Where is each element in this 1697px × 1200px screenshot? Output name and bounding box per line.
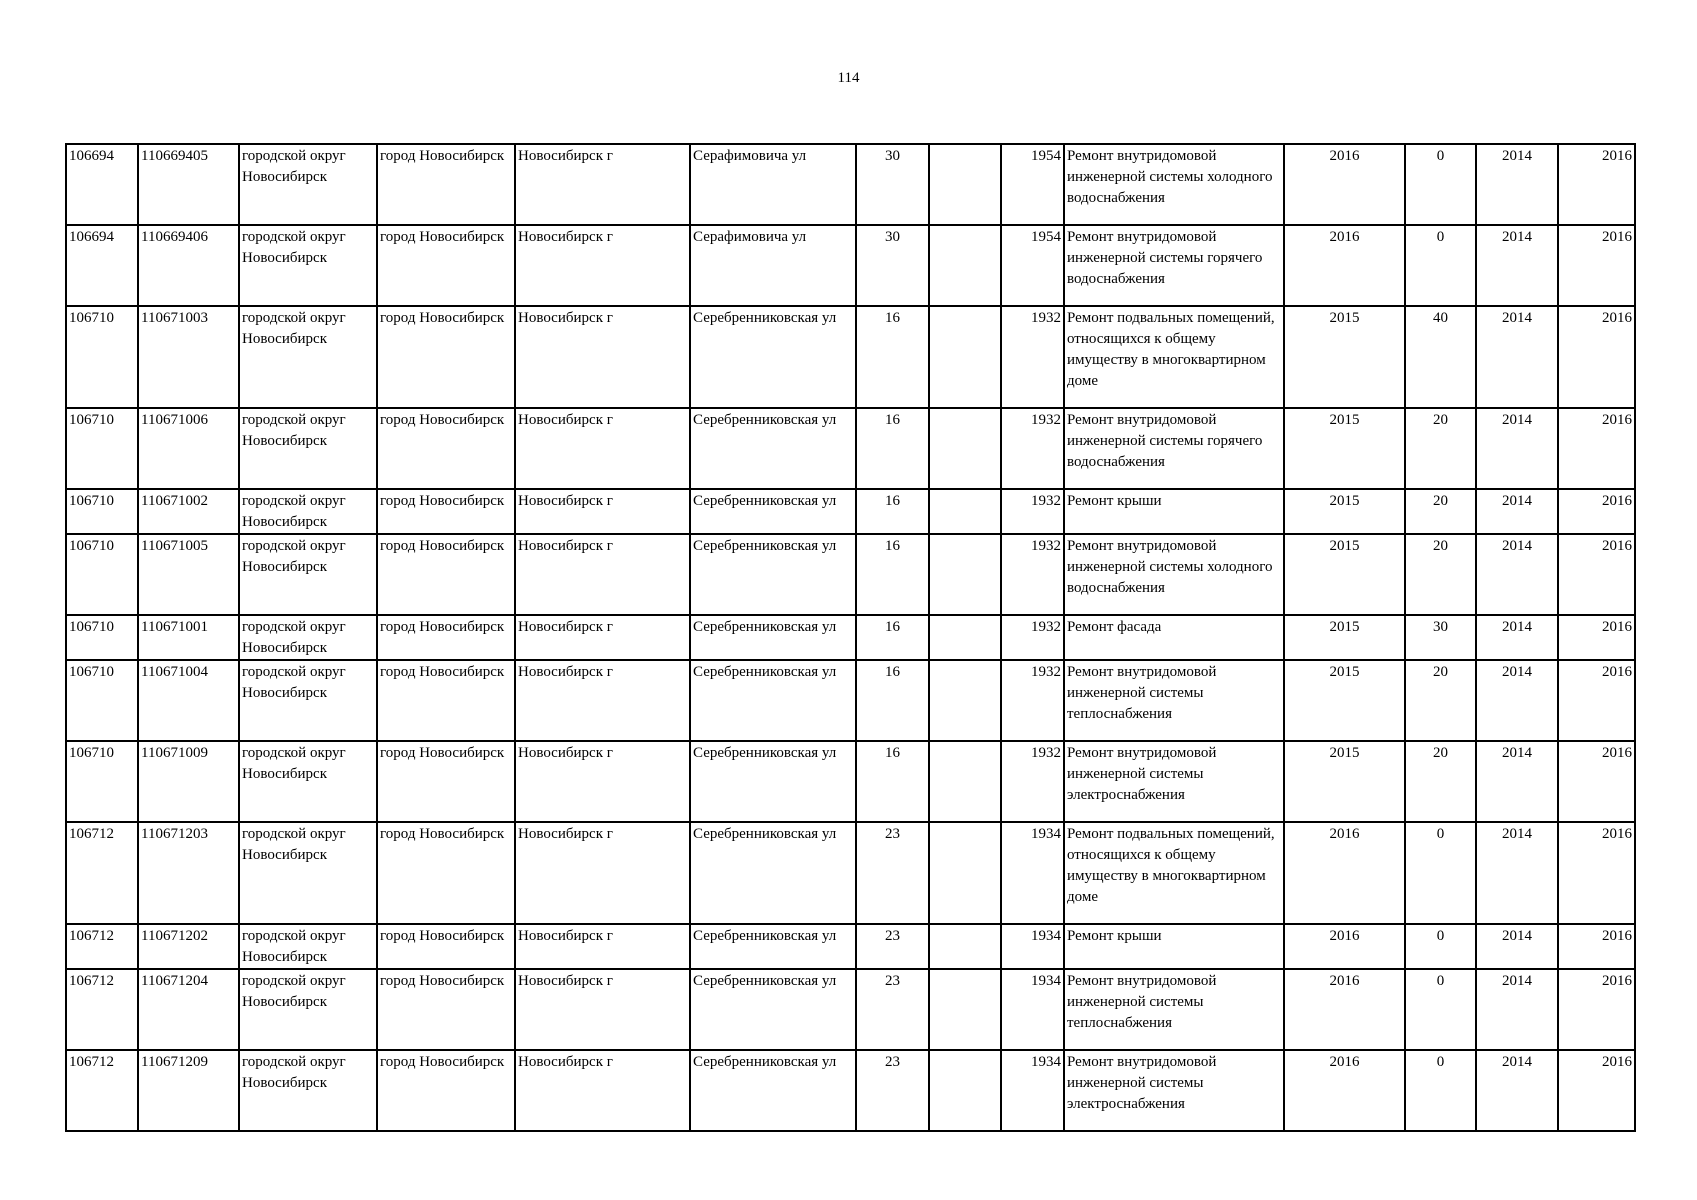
house-id-cell: 106710 [66,534,138,615]
planned-year-cell: 2015 [1284,615,1405,660]
planned-year-cell: 2015 [1284,534,1405,615]
work-id-cell: 110671202 [138,924,239,969]
house-id-cell: 106694 [66,225,138,306]
building-cell [929,741,1001,822]
locality-cell: Новосибирск г [515,534,690,615]
municipal-district-cell: городской округ Новосибирск [239,225,377,306]
house-id-cell: 106712 [66,924,138,969]
construction-year-cell: 1932 [1001,306,1064,408]
construction-year-cell: 1932 [1001,660,1064,741]
house-number-cell: 16 [856,534,929,615]
locality-cell: Новосибирск г [515,741,690,822]
planned-year-cell: 2016 [1284,969,1405,1050]
locality-cell: Новосибирск г [515,924,690,969]
settlement-cell: город Новосибирск [377,615,515,660]
municipal-district-cell: городской округ Новосибирск [239,144,377,225]
period-end-cell: 2016 [1558,1050,1635,1131]
period-end-cell: 2016 [1558,615,1635,660]
building-cell [929,306,1001,408]
construction-year-cell: 1954 [1001,144,1064,225]
construction-year-cell: 1934 [1001,924,1064,969]
table-row [66,969,1635,1050]
municipal-district-cell: городской округ Новосибирск [239,924,377,969]
wear-percent-cell: 20 [1405,408,1476,489]
street-cell: Серебренниковская ул [690,660,856,741]
period-start-cell: 2014 [1476,924,1558,969]
period-start-cell: 2014 [1476,306,1558,408]
municipal-district-cell: городской округ Новосибирск [239,660,377,741]
street-cell: Серебренниковская ул [690,822,856,924]
house-id-cell: 106710 [66,741,138,822]
building-cell [929,144,1001,225]
house-number-cell: 30 [856,225,929,306]
street-cell: Серебренниковская ул [690,741,856,822]
work-type-cell: Ремонт внутридомовой инженерной системы горячего водоснабжения [1064,225,1284,306]
street-cell: Серафимовича ул [690,144,856,225]
work-id-cell: 110671002 [138,489,239,534]
house-number-cell: 16 [856,306,929,408]
locality-cell: Новосибирск г [515,225,690,306]
locality-cell: Новосибирск г [515,615,690,660]
street-cell: Серебренниковская ул [690,306,856,408]
street-cell: Серебренниковская ул [690,615,856,660]
table-row [66,615,1635,660]
wear-percent-cell: 20 [1405,660,1476,741]
wear-percent-cell: 20 [1405,489,1476,534]
locality-cell: Новосибирск г [515,822,690,924]
house-number-cell: 23 [856,1050,929,1131]
street-cell: Серебренниковская ул [690,408,856,489]
street-cell: Серебренниковская ул [690,1050,856,1131]
table-row [66,660,1635,741]
municipal-district-cell: городской округ Новосибирск [239,1050,377,1131]
period-end-cell: 2016 [1558,225,1635,306]
period-start-cell: 2014 [1476,534,1558,615]
municipal-district-cell: городской округ Новосибирск [239,822,377,924]
period-end-cell: 2016 [1558,489,1635,534]
work-id-cell: 110671005 [138,534,239,615]
street-cell: Серебренниковская ул [690,489,856,534]
work-id-cell: 110669406 [138,225,239,306]
locality-cell: Новосибирск г [515,660,690,741]
period-start-cell: 2014 [1476,408,1558,489]
house-id-cell: 106710 [66,306,138,408]
registry-body [66,144,1635,1131]
municipal-district-cell: городской округ Новосибирск [239,534,377,615]
house-id-cell: 106712 [66,822,138,924]
work-id-cell: 110671009 [138,741,239,822]
work-type-cell: Ремонт подвальных помещений, относящихся к общему имуществу в многоквартирном доме [1064,306,1284,408]
settlement-cell: город Новосибирск [377,144,515,225]
table-row [66,306,1635,408]
house-number-cell: 23 [856,924,929,969]
building-cell [929,1050,1001,1131]
work-type-cell: Ремонт внутридомовой инженерной системы электроснабжения [1064,741,1284,822]
settlement-cell: город Новосибирск [377,225,515,306]
house-number-cell: 16 [856,615,929,660]
municipal-district-cell: городской округ Новосибирск [239,969,377,1050]
period-start-cell: 2014 [1476,615,1558,660]
planned-year-cell: 2016 [1284,822,1405,924]
wear-percent-cell: 20 [1405,534,1476,615]
house-number-cell: 16 [856,660,929,741]
building-cell [929,534,1001,615]
wear-percent-cell: 0 [1405,144,1476,225]
locality-cell: Новосибирск г [515,1050,690,1131]
wear-percent-cell: 0 [1405,1050,1476,1131]
settlement-cell: город Новосибирск [377,534,515,615]
building-cell [929,408,1001,489]
work-type-cell: Ремонт внутридомовой инженерной системы теплоснабжения [1064,660,1284,741]
planned-year-cell: 2015 [1284,489,1405,534]
settlement-cell: город Новосибирск [377,408,515,489]
period-end-cell: 2016 [1558,822,1635,924]
settlement-cell: город Новосибирск [377,822,515,924]
construction-year-cell: 1932 [1001,615,1064,660]
table-row [66,1050,1635,1131]
house-id-cell: 106694 [66,144,138,225]
table-row [66,924,1635,969]
house-id-cell: 106710 [66,489,138,534]
construction-year-cell: 1934 [1001,822,1064,924]
work-id-cell: 110671204 [138,969,239,1050]
house-number-cell: 23 [856,969,929,1050]
house-id-cell: 106710 [66,408,138,489]
work-type-cell: Ремонт крыши [1064,924,1284,969]
planned-year-cell: 2015 [1284,741,1405,822]
locality-cell: Новосибирск г [515,489,690,534]
street-cell: Серебренниковская ул [690,969,856,1050]
settlement-cell: город Новосибирск [377,1050,515,1131]
period-end-cell: 2016 [1558,408,1635,489]
work-type-cell: Ремонт внутридомовой инженерной системы горячего водоснабжения [1064,408,1284,489]
municipal-district-cell: городской округ Новосибирск [239,615,377,660]
settlement-cell: город Новосибирск [377,306,515,408]
construction-year-cell: 1932 [1001,408,1064,489]
settlement-cell: город Новосибирск [377,660,515,741]
period-end-cell: 2016 [1558,534,1635,615]
period-end-cell: 2016 [1558,924,1635,969]
construction-year-cell: 1932 [1001,741,1064,822]
wear-percent-cell: 0 [1405,924,1476,969]
house-number-cell: 16 [856,741,929,822]
planned-year-cell: 2015 [1284,660,1405,741]
period-start-cell: 2014 [1476,225,1558,306]
construction-year-cell: 1932 [1001,534,1064,615]
building-cell [929,660,1001,741]
period-end-cell: 2016 [1558,969,1635,1050]
work-type-cell: Ремонт внутридомовой инженерной системы теплоснабжения [1064,969,1284,1050]
table-row [66,741,1635,822]
locality-cell: Новосибирск г [515,144,690,225]
work-id-cell: 110671203 [138,822,239,924]
building-cell [929,822,1001,924]
building-cell [929,225,1001,306]
planned-year-cell: 2015 [1284,408,1405,489]
house-number-cell: 23 [856,822,929,924]
wear-percent-cell: 20 [1405,741,1476,822]
building-cell [929,969,1001,1050]
work-id-cell: 110671003 [138,306,239,408]
street-cell: Серебренниковская ул [690,534,856,615]
house-id-cell: 106712 [66,1050,138,1131]
period-start-cell: 2014 [1476,660,1558,741]
planned-year-cell: 2016 [1284,225,1405,306]
work-type-cell: Ремонт внутридомовой инженерной системы холодного водоснабжения [1064,534,1284,615]
registry-table [65,143,1636,1132]
table-row [66,489,1635,534]
house-number-cell: 16 [856,489,929,534]
locality-cell: Новосибирск г [515,408,690,489]
building-cell [929,489,1001,534]
period-start-cell: 2014 [1476,822,1558,924]
period-start-cell: 2014 [1476,969,1558,1050]
table-row [66,144,1635,225]
municipal-district-cell: городской округ Новосибирск [239,741,377,822]
wear-percent-cell: 40 [1405,306,1476,408]
street-cell: Серебренниковская ул [690,924,856,969]
table-row [66,225,1635,306]
planned-year-cell: 2015 [1284,306,1405,408]
municipal-district-cell: городской округ Новосибирск [239,408,377,489]
settlement-cell: город Новосибирск [377,489,515,534]
wear-percent-cell: 0 [1405,969,1476,1050]
work-type-cell: Ремонт внутридомовой инженерной системы электроснабжения [1064,1050,1284,1131]
house-id-cell: 106710 [66,660,138,741]
locality-cell: Новосибирск г [515,306,690,408]
period-end-cell: 2016 [1558,741,1635,822]
work-type-cell: Ремонт крыши [1064,489,1284,534]
work-id-cell: 110671209 [138,1050,239,1131]
period-start-cell: 2014 [1476,741,1558,822]
house-number-cell: 16 [856,408,929,489]
wear-percent-cell: 30 [1405,615,1476,660]
work-id-cell: 110669405 [138,144,239,225]
settlement-cell: город Новосибирск [377,969,515,1050]
settlement-cell: город Новосибирск [377,924,515,969]
work-type-cell: Ремонт фасада [1064,615,1284,660]
construction-year-cell: 1932 [1001,489,1064,534]
period-start-cell: 2014 [1476,489,1558,534]
building-cell [929,924,1001,969]
wear-percent-cell: 0 [1405,225,1476,306]
period-end-cell: 2016 [1558,144,1635,225]
house-number-cell: 30 [856,144,929,225]
planned-year-cell: 2016 [1284,1050,1405,1131]
locality-cell: Новосибирск г [515,969,690,1050]
construction-year-cell: 1934 [1001,1050,1064,1131]
settlement-cell: город Новосибирск [377,741,515,822]
period-start-cell: 2014 [1476,144,1558,225]
period-end-cell: 2016 [1558,660,1635,741]
table-row [66,534,1635,615]
house-id-cell: 106710 [66,615,138,660]
work-type-cell: Ремонт внутридомовой инженерной системы холодного водоснабжения [1064,144,1284,225]
planned-year-cell: 2016 [1284,144,1405,225]
period-start-cell: 2014 [1476,1050,1558,1131]
work-id-cell: 110671001 [138,615,239,660]
table-row [66,822,1635,924]
page-number: 114 [837,70,860,86]
work-type-cell: Ремонт подвальных помещений, относящихся к общему имуществу в многоквартирном доме [1064,822,1284,924]
street-cell: Серафимовича ул [690,225,856,306]
table-row [66,408,1635,489]
building-cell [929,615,1001,660]
house-id-cell: 106712 [66,969,138,1050]
wear-percent-cell: 0 [1405,822,1476,924]
period-end-cell: 2016 [1558,306,1635,408]
construction-year-cell: 1934 [1001,969,1064,1050]
municipal-district-cell: городской округ Новосибирск [239,306,377,408]
municipal-district-cell: городской округ Новосибирск [239,489,377,534]
work-id-cell: 110671006 [138,408,239,489]
planned-year-cell: 2016 [1284,924,1405,969]
construction-year-cell: 1954 [1001,225,1064,306]
work-id-cell: 110671004 [138,660,239,741]
